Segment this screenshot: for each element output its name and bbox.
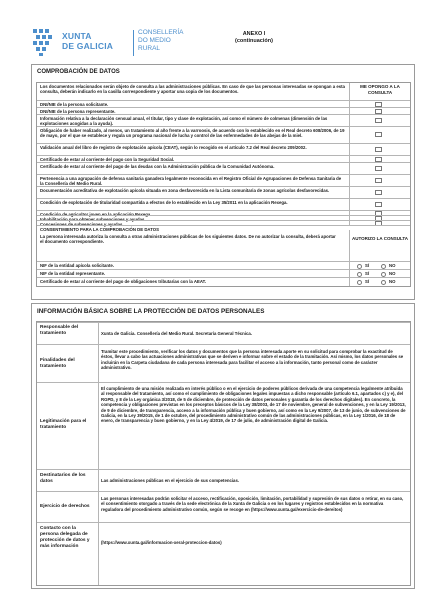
logo-divider <box>133 30 134 56</box>
item-label: Obligación de haber realizado, al menos, un tratamiento al año frente a la varroosis, de acuerdo con lo establecido en el Real decreto 608/2006, de 19 de mayo, por el que se establece y regula un programa nacional de lucha y control de las enfermedades de las abejas de la miel. <box>40 127 345 138</box>
consent-text: La persona interesada autoriza la consulta a otras administraciones públicas de los siguientes datos. De no autorizar la consulta, deberá aportar el documento correspondiente. <box>40 234 336 245</box>
row-label: Finalidades del tratamiento <box>40 358 75 369</box>
row-value: Xunta de Galicia. Consellería del Medio Rural. Secretaría General Técnica. <box>101 331 252 336</box>
yes-radio[interactable] <box>357 264 362 269</box>
item-label: Información relativa a la declaración censual anual, el titular, tipo y clase de explotación, así como el número de colmenas (dimensión de las explotaciones acogidas a la ayuda). <box>40 115 328 126</box>
consultation-table <box>36 82 411 287</box>
logo-line-2: DE GALICIA <box>62 41 114 51</box>
consent-title: CONSENTIMIENTO PARA LA COMPROBACIÓN DE DATOS <box>40 227 159 232</box>
list-item <box>37 174 410 186</box>
oppose-checkbox[interactable] <box>375 118 382 123</box>
yes-label: SÍ <box>365 271 370 276</box>
yes-label: SÍ <box>365 279 370 284</box>
item-label: Validación anual del libro de registro de explotación apícola (CEAT), según lo recogido en el artículo 7.2 del Real decreto 209/2002. <box>40 144 307 150</box>
xunta-shield-icon <box>31 27 59 57</box>
page-header <box>31 27 411 61</box>
item-label: DNI/NIE de la persona solicitante. <box>40 101 109 107</box>
consent-item-label: NIF de la entidad apícola solicitante. <box>40 263 115 268</box>
oppose-checkbox[interactable] <box>375 166 382 171</box>
section-title: COMPROBACIÓN DE DATOS <box>37 69 120 75</box>
list-item <box>37 114 410 126</box>
consent-header-row <box>37 225 410 261</box>
no-label: NO <box>389 263 396 268</box>
annex-heading <box>224 31 284 45</box>
row-value: Las administraciones públicas en el ejercicio de sus competencias. <box>101 478 240 483</box>
no-label: NO <box>389 279 396 284</box>
item-label: Certificado de estar al corriente del pago de las deudas con la Administración pública de la Comunidad Autónoma. <box>40 163 275 169</box>
list-item <box>37 186 410 198</box>
oppose-checkbox[interactable] <box>375 147 382 152</box>
row-label: Contacto con la persona delegada de protección de datos y más información <box>40 526 90 549</box>
intro-row <box>37 83 410 100</box>
yes-radio[interactable] <box>357 272 362 277</box>
item-label: Pertenencia a una agrupación de defensa sanitaria ganadera legalmente reconocida en el Registro Oficial de Agrupaciones de Defensa Sanitaria de la Consellería del Medio Rural. <box>40 175 342 186</box>
department-name <box>138 29 184 53</box>
consent-row <box>37 277 410 285</box>
list-item <box>37 107 410 114</box>
row-label: Legitimación para el tratamiento <box>40 419 87 430</box>
item-label: Inhabilitación para obtener subvenciones y ayudas. <box>40 216 146 222</box>
annex-subtitle: (continuación) <box>235 38 273 44</box>
list-item <box>37 126 410 143</box>
list-item <box>37 100 410 107</box>
row-label: Ejercicio de derechos <box>40 504 90 509</box>
consent-row <box>37 269 410 277</box>
data-verification-section <box>31 64 415 300</box>
item-label: Certificado de estar al corriente del pago con la Seguridad Social. <box>40 156 175 162</box>
item-label: Condición de agricultor joven en la aplicación Rexega. <box>40 211 152 217</box>
oppose-checkbox[interactable] <box>375 178 382 183</box>
data-protection-table <box>36 321 411 586</box>
data-protection-section <box>31 303 415 589</box>
no-radio[interactable] <box>381 264 386 269</box>
table-row <box>37 491 410 522</box>
table-row <box>37 344 410 382</box>
table-row <box>37 322 410 344</box>
annex-title: ANEXO I <box>242 31 266 37</box>
row-value: Las personas interesadas podrán solicitar el acceso, rectificación, oposición, limitación, portabilidad y supresión de sus datos o retirar, en su caso, el consentimiento otorgado a través de la sede electrónica de la Xunta de Galicia o en los lugares y registros establecidos en la normativa reguladora del procedimiento administrativo común, según se recoge en (https://www.xunta.gal/exercicio-de-dereitos) <box>101 496 404 512</box>
row-value: El cumplimiento de una misión realizada en interés público o en el ejercicio de poderes públicos derivada de una competencia legalmente atribuida al responsable del tratamiento, así como el cumplimiento de obligaciones legales impuestas a dicho responsable (artículo 6.1, apartados c) y e), del RGPD, y 8 de la Ley orgánica 3/2018, de 5 de diciembre, de protección de datos personales y garantía de los derechos digitales). En concreto, la competencia y obligaciones previstas en los preceptos básicos de la Ley 38/2003, de 17 de noviembre, general de subvenciones, y en la Ley 19/2013, de 9 de diciembre, de transparencia, acceso a la información pública y buen gobierno, así como en la Ley 9/2007, de 13 de junio, de subvenciones de Galicia, en la Ley 39/2015, de 1 de octubre, del procedimiento administrativo común de las administraciones públicas, en la Ley 1/2016, de 18 de enero, de transparencia y buen gobierno, y en la Ley 4/2019, de 17 de julio, de administración digital de Galicia. <box>101 386 406 424</box>
intro-text: Los documentos relacionados serán objeto de consulta a las administraciones públicas. En caso de que las personas interesadas se opongan a esta consulta, deberán indicarlo en la casilla correspondiente y aportar una copia de los documentos. <box>40 84 345 95</box>
oppose-checkbox[interactable] <box>375 190 382 195</box>
row-value: Tramitar este procedimiento, verificar los datos y documentos que la persona interesada aporte en su solicitud para comprobar la exactitud de éstos, llevar a cabo las actuaciones administrativas que se deriven e informar sobre el estado de la tramitación. Así mismo, los datos personales se incluirán en la Carpeta ciudadana de cada persona interesada para facilitar el acceso a la información, tanto personal como de carácter administrativo. <box>101 349 404 371</box>
section-title: INFORMACIÓN BÁSICA SOBRE LA PROTECCIÓN DE DATOS PERSONALES <box>37 308 265 315</box>
item-label: DNI/NIE de la persona representante. <box>40 108 116 114</box>
yes-label: SÍ <box>365 263 370 268</box>
table-row <box>37 469 410 491</box>
row-label: Destinatarios de los datos <box>40 473 86 484</box>
row-label: Responsable del tratamiento <box>40 325 79 336</box>
consent-item-label: Certificado de estar al corriente del pago de obligaciones tributarias con la AEAT. <box>40 279 206 284</box>
dept-line-1: CONSELLERÍA <box>138 29 184 36</box>
list-item <box>37 162 410 174</box>
consent-row <box>37 261 410 269</box>
authorize-header: AUTORIZO LA CONSULTA <box>351 236 409 241</box>
oppose-checkbox[interactable] <box>375 202 382 207</box>
dept-line-2: DO MEDIO <box>138 37 171 44</box>
xunta-logo-text <box>62 31 113 51</box>
list-item <box>37 198 410 210</box>
item-label: Condición de explotación de titularidad compartida a efectos de lo establecido en la Ley 35/2011 en la aplicación Rexega. <box>40 199 288 205</box>
yes-radio[interactable] <box>357 280 362 285</box>
list-item <box>37 155 410 162</box>
no-radio[interactable] <box>381 280 386 285</box>
table-row <box>37 522 410 585</box>
logo-line-1: XUNTA <box>62 31 92 41</box>
dept-line-3: RURAL <box>138 45 161 52</box>
item-label: Concesiones de subvenciones y ayudas. <box>40 221 124 227</box>
oppose-header: ME OPONGO A LA CONSULTA <box>360 84 400 95</box>
list-item <box>37 143 410 155</box>
table-row <box>37 382 410 469</box>
no-label: NO <box>389 271 396 276</box>
oppose-checkbox[interactable] <box>375 132 382 137</box>
consent-item-label: NIF de la entidad representante. <box>40 271 106 276</box>
row-value: (https://www.xunta.gal/informacion-xeral-proteccion-datos) <box>101 540 222 545</box>
item-label: Documentación acreditativa de explotación apícola situada en zona desfavorecida en la Lista comunitaria de zonas agrícolas desfavorecidas. <box>40 187 330 193</box>
no-radio[interactable] <box>381 272 386 277</box>
